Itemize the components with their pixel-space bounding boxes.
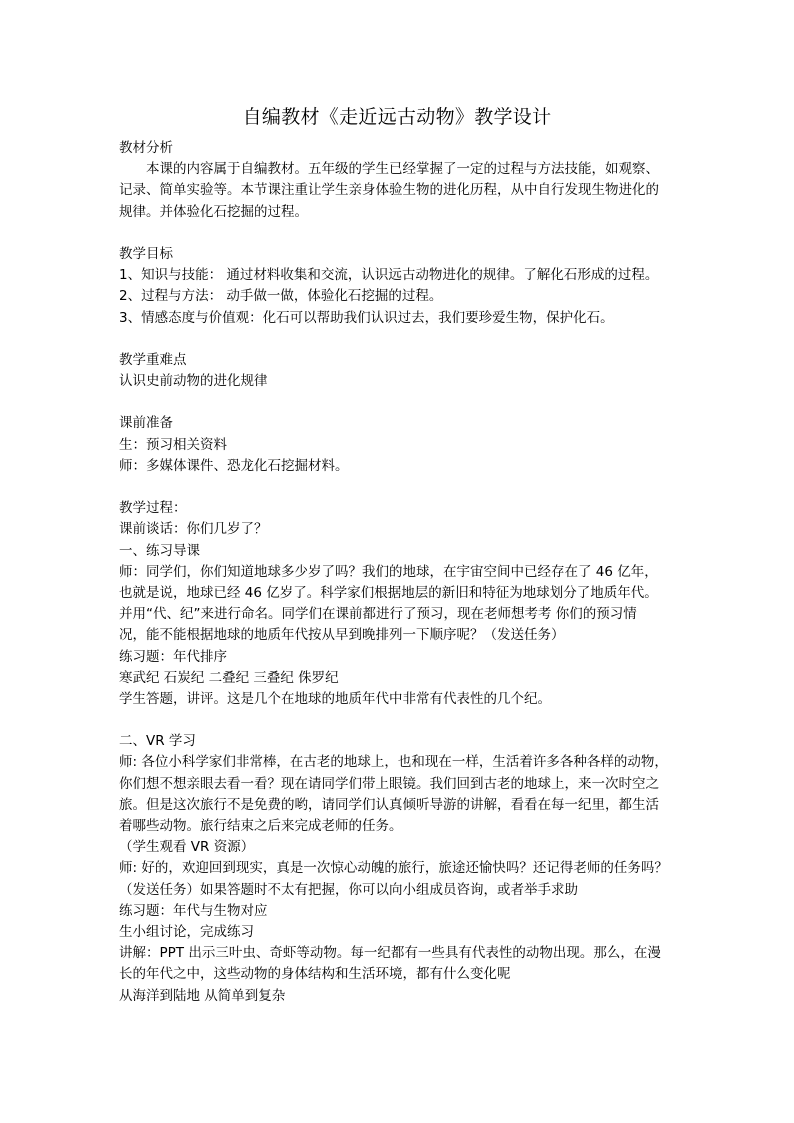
part2-line: 练习题：年代与生物对应 (119, 902, 268, 919)
part2-line: 着哪些动物。旅行结束之后来完成老师的任务。 (119, 818, 403, 834)
part2-line: 生小组讨论，完成练习 (119, 923, 254, 940)
part1-heading: 一、练习导课 (119, 542, 200, 559)
part2-line: 讲解：PPT 出示三叶虫、奇虾等动物。每一纪都有一些具有代表性的动物出现。那么，在漫 (119, 945, 661, 962)
document-title: 自编教材《走近远古动物》教学设计 (242, 106, 552, 128)
part2-line: 师: 各位小科学家们非常棒，在古老的地球上，也和现在一样，生活着许多各种各样的动物， (119, 754, 668, 771)
part1-line: 并用“代、纪”来进行命名。同学们在课前都进行了预习，现在老师想考考 你们的预习情 (119, 606, 637, 623)
analysis-line: 记录、简单实验等。本节课注重让学生亲身体验生物的进化历程，从中自行发现生物进化的 (119, 182, 659, 199)
spacer (119, 223, 681, 244)
part1-line: 况，能不能根据地球的地质年代按从早到晚排列一下顺序呢？（发送任务） (119, 627, 565, 644)
part2-line: （发送任务）如果答题时不太有把握，你可以向小组成员咨询，或者举手求助 (119, 881, 578, 898)
part2-line: 从海洋到陆地 从简单到复杂 (119, 987, 286, 1004)
part1-line: 练习题：年代排序 (119, 648, 227, 665)
goal-item: 2、过程与方法： 动手做一做，体验化石挖掘的过程。 (119, 288, 443, 305)
part1-line: 也就是说，地球已经 46 亿岁了。科学家们根据地层的新旧和特征为地球划分了地质年代。 (119, 584, 658, 601)
part2-heading: 二、VR 学习 (119, 733, 196, 750)
document-body (119, 138, 681, 1007)
part2-line: 长的年代之中，这些动物的身体结构和生活环境，都有什么变化呢 (119, 966, 511, 983)
part2-line: 你们想不想亲眼去看一看？现在请同学们带上眼镜。我们回到古老的地球上，来一次时空之 (119, 775, 659, 792)
analysis-line: 本课的内容属于自编教材。五年级的学生已经掌握了一定的过程与方法技能，如观察、 (146, 161, 659, 178)
part2-line: （学生观看 VR 资源） (119, 839, 255, 856)
section-heading-analysis: 教材分析 (119, 140, 173, 156)
spacer (119, 710, 681, 731)
spacer (119, 477, 681, 498)
part1-line: 寒武纪 石炭纪 二叠纪 三叠纪 侏罗纪 (119, 669, 339, 686)
section-heading-goals: 教学目标 (119, 245, 173, 262)
preparation-item: 生：预习相关资料 (119, 436, 227, 453)
part1-line: 师：同学们，你们知道地球多少岁了吗？我们的地球，在宇宙空间中已经存在了 46 亿年， (119, 563, 658, 580)
section-heading-key-points: 教学重难点 (119, 351, 187, 368)
goal-item: 3、情感态度与价值观：化石可以帮助我们认识过去，我们要珍爱生物，保护化石。 (119, 309, 614, 326)
goal-item: 1、知识与技能： 通过材料收集和交流，认识远古动物进化的规律。了解化石形成的过程。 (119, 267, 659, 284)
preparation-item: 师：多媒体课件、恐龙化石挖掘材料。 (119, 457, 349, 474)
part2-line: 师: 好的，欢迎回到现实，真是一次惊心动魄的旅行，旅途还愉快吗？还记得老师的任务吗？ (119, 860, 668, 877)
section-heading-process: 教学过程： (119, 500, 187, 517)
section-heading-preparation: 课前准备 (119, 415, 173, 432)
part1-line: 学生答题，讲评。这是几个在地球的地质年代中非常有代表性的几个纪。 (119, 690, 551, 707)
part2-line: 旅。但是这次旅行不是免费的哟，请同学们认真倾听导游的讲解，看看在每一纪里，都生活 (119, 796, 659, 813)
key-points-text: 认识史前动物的进化规律 (119, 373, 268, 390)
spacer (119, 329, 681, 350)
analysis-line: 规律。并体验化石挖掘的过程。 (119, 203, 308, 220)
warmup-text: 课前谈话：你们几岁了？ (119, 521, 268, 538)
spacer (119, 392, 681, 413)
